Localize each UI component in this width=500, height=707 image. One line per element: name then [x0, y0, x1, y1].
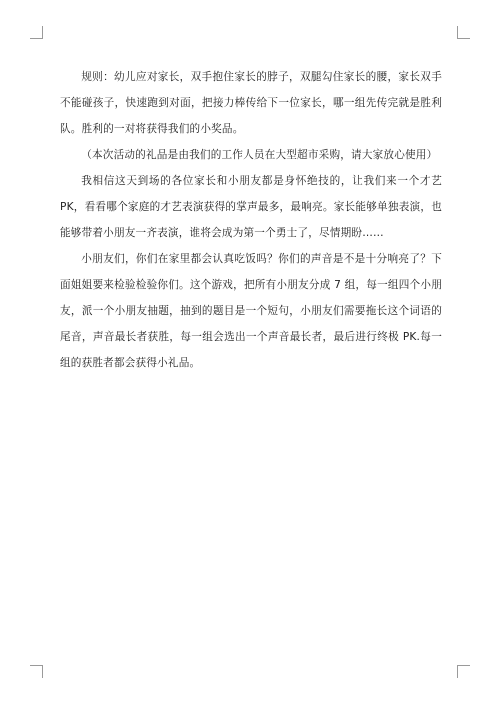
- crop-mark-bottom-right: [457, 665, 470, 678]
- crop-mark-top-right: [457, 26, 470, 39]
- document-body: [60, 64, 442, 376]
- crop-mark-top-left: [30, 26, 43, 39]
- paragraph-game-rules: 规则：幼儿应对家长，双手抱住家长的脖子，双腿勾住家长的腰，家长双手不能碰孩子，快速跑到对面，把接力棒传给下一位家长，哪一组先传完就是胜利队。胜利的一对将获得我们的小奖品。: [60, 71, 442, 135]
- paragraph-voice-game: 小朋友们，你们在家里都会认真吃饭吗？你们的声音是不是十分响亮了？下面姐姐要来检验检验你们。这个游戏，把所有小朋友分成 7 组，每一组四个小朋友，派一个小朋友抽题，抽到的题目是一个短句，小朋友们需要拖长这个词语的尾音，声音最长者获胜，每一组会选出一个声音最长者，最后进行终极 PK.每一组的获胜者都会获得小礼品。: [60, 253, 442, 369]
- paragraph-gift-note: （本次活动的礼品是由我们的工作人员在大型超市采购，请大家放心使用）: [81, 149, 438, 161]
- crop-mark-bottom-left: [30, 665, 43, 678]
- paragraph-talent-pk: 我相信这天到场的各位家长和小朋友都是身怀绝技的，让我们来一个才艺 PK，看看哪个家庭的才艺表演获得的掌声最多，最响亮。家长能够单独表演，也能够带着小朋友一齐表演，谁将会成为第一个勇士了，尽情期盼……: [60, 175, 442, 239]
